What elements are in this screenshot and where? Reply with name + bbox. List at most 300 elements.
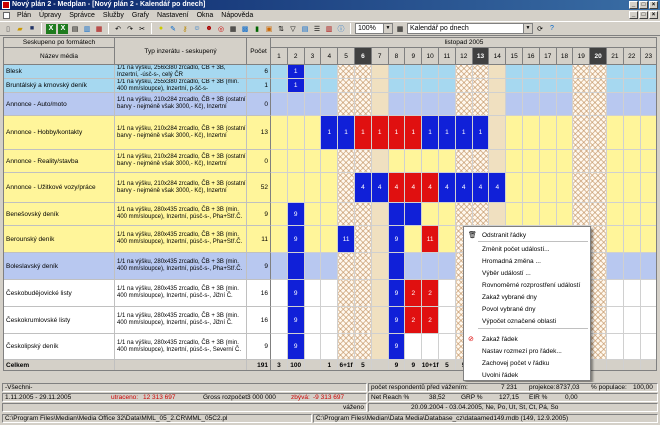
day-cell[interactable]: 1 xyxy=(338,116,355,150)
day-cell[interactable]: 4 xyxy=(389,173,406,203)
media-name[interactable]: Blesk xyxy=(4,65,115,79)
day-cell[interactable] xyxy=(321,226,338,253)
day-cell[interactable] xyxy=(489,79,506,93)
day-cell[interactable] xyxy=(338,65,355,79)
day-cell[interactable]: 4 xyxy=(422,173,439,203)
day-cell[interactable] xyxy=(473,150,490,173)
day-cell[interactable]: 4 xyxy=(456,173,473,203)
day-cell[interactable] xyxy=(456,65,473,79)
image-icon[interactable]: ▣ xyxy=(265,25,273,33)
context-menu-item[interactable] xyxy=(464,304,590,315)
day-cell[interactable] xyxy=(405,226,422,253)
row-count[interactable]: 9 xyxy=(247,253,271,280)
menu-services[interactable]: Služby xyxy=(102,12,124,19)
menu-edit[interactable]: Úpravy xyxy=(39,12,62,19)
row-count[interactable]: 16 xyxy=(247,307,271,334)
media-name[interactable]: Boleslavský deník xyxy=(4,253,115,280)
day-cell[interactable] xyxy=(523,79,540,93)
day-cell[interactable] xyxy=(607,79,624,93)
day-cell[interactable] xyxy=(321,173,338,203)
day-cell[interactable] xyxy=(405,93,422,116)
day-cell[interactable] xyxy=(422,93,439,116)
day-cell[interactable] xyxy=(338,93,355,116)
day-cell[interactable] xyxy=(523,203,540,226)
day-cell[interactable] xyxy=(523,116,540,150)
day-header[interactable]: 2 xyxy=(288,48,305,65)
info-icon[interactable]: ⓘ xyxy=(337,25,345,33)
day-cell[interactable] xyxy=(624,93,641,116)
day-cell[interactable] xyxy=(338,79,355,93)
close-button[interactable]: × xyxy=(649,1,658,9)
day-cell[interactable] xyxy=(641,226,657,253)
day-cell[interactable]: 9 xyxy=(288,226,305,253)
day-cell[interactable] xyxy=(271,93,288,116)
document-icon[interactable] xyxy=(3,12,10,19)
day-cell[interactable] xyxy=(624,116,641,150)
media-name[interactable]: Annonce - Auto/moto xyxy=(4,93,115,116)
day-cell[interactable] xyxy=(372,65,389,79)
day-cell[interactable] xyxy=(305,226,322,253)
day-cell[interactable] xyxy=(321,65,338,79)
report-icon[interactable]: ▤ xyxy=(301,25,309,33)
day-cell[interactable]: 4 xyxy=(405,173,422,203)
day-cell[interactable] xyxy=(557,173,574,203)
day-cell[interactable]: 1 xyxy=(321,116,338,150)
day-cell[interactable] xyxy=(506,173,523,203)
day-cell[interactable] xyxy=(355,334,372,360)
day-cell[interactable] xyxy=(456,93,473,116)
day-cell[interactable]: 11 xyxy=(422,226,439,253)
day-cell[interactable] xyxy=(573,150,590,173)
day-cell[interactable] xyxy=(557,93,574,116)
day-cell[interactable] xyxy=(321,253,338,280)
day-cell[interactable]: 9 xyxy=(288,334,305,360)
context-menu-item[interactable] xyxy=(464,370,590,381)
day-cell[interactable] xyxy=(321,334,338,360)
day-header[interactable]: 18 xyxy=(557,48,574,65)
day-cell[interactable] xyxy=(372,253,389,280)
table-icon[interactable]: ▦ xyxy=(229,25,237,33)
day-cell[interactable] xyxy=(439,150,456,173)
ad-type[interactable]: 1/1 na výšku, 210x284 zrcadlo, ČB + 3B (ostatní barvy - nejméně však 3000,- Kč), Inzertní xyxy=(115,116,247,150)
row-count[interactable]: 16 xyxy=(247,280,271,307)
day-cell[interactable] xyxy=(372,280,389,307)
context-menu-item[interactable] xyxy=(464,316,590,327)
day-cell[interactable] xyxy=(540,79,557,93)
row-count[interactable]: 9 xyxy=(247,203,271,226)
excel-icon[interactable]: X xyxy=(46,24,56,34)
day-cell[interactable] xyxy=(405,334,422,360)
day-cell[interactable] xyxy=(506,116,523,150)
day-cell[interactable] xyxy=(590,116,607,150)
day-header[interactable]: 1 xyxy=(271,48,288,65)
chevron-down-icon[interactable]: ▼ xyxy=(523,24,532,33)
day-cell[interactable] xyxy=(288,173,305,203)
day-cell[interactable] xyxy=(321,79,338,93)
day-cell[interactable] xyxy=(489,93,506,116)
day-cell[interactable]: 4 xyxy=(355,173,372,203)
ad-type[interactable]: 1/1 na výšku, 210x284 zrcadlo, ČB + 3B (ostatní barvy - nejméně však 3000,- Kč), Inzertní xyxy=(115,93,247,116)
day-cell[interactable] xyxy=(271,203,288,226)
day-cell[interactable]: 2 xyxy=(422,280,439,307)
day-cell[interactable] xyxy=(557,79,574,93)
day-cell[interactable] xyxy=(372,203,389,226)
row-count[interactable]: 0 xyxy=(247,93,271,116)
day-header[interactable]: 15 xyxy=(506,48,523,65)
day-cell[interactable] xyxy=(305,116,322,150)
day-cell[interactable] xyxy=(439,226,456,253)
mdi-minimize-button[interactable]: _ xyxy=(629,11,638,19)
day-cell[interactable]: 1 xyxy=(439,116,456,150)
day-cell[interactable] xyxy=(641,150,657,173)
day-cell[interactable] xyxy=(573,79,590,93)
row-count[interactable]: 9 xyxy=(247,334,271,360)
col-count-header[interactable]: Počet xyxy=(247,38,271,65)
day-cell[interactable] xyxy=(439,65,456,79)
day-cell[interactable] xyxy=(389,79,406,93)
day-cell[interactable] xyxy=(506,150,523,173)
day-cell[interactable] xyxy=(641,65,657,79)
day-cell[interactable] xyxy=(523,173,540,203)
day-cell[interactable] xyxy=(271,253,288,280)
day-cell[interactable] xyxy=(355,203,372,226)
context-menu-item[interactable] xyxy=(464,358,590,369)
cut-icon[interactable]: ✂ xyxy=(139,25,145,33)
day-header[interactable]: 16 xyxy=(523,48,540,65)
lightbulb-icon[interactable]: ● xyxy=(158,25,164,32)
list-icon[interactable]: ☰ xyxy=(313,25,321,33)
day-cell[interactable] xyxy=(321,203,338,226)
day-cell[interactable] xyxy=(641,79,657,93)
day-header[interactable]: 19 xyxy=(573,48,590,65)
media-name[interactable]: Annonce - Hobby/kontakty xyxy=(4,116,115,150)
day-cell[interactable] xyxy=(573,203,590,226)
day-cell[interactable] xyxy=(590,173,607,203)
day-cell[interactable] xyxy=(288,93,305,116)
day-cell[interactable]: 1 xyxy=(422,116,439,150)
day-cell[interactable] xyxy=(405,65,422,79)
pen-icon[interactable]: ✎ xyxy=(170,25,176,33)
day-cell[interactable] xyxy=(271,150,288,173)
day-cell[interactable] xyxy=(624,226,641,253)
day-header[interactable]: 17 xyxy=(540,48,557,65)
day-cell[interactable] xyxy=(473,203,490,226)
day-cell[interactable] xyxy=(288,150,305,173)
day-cell[interactable] xyxy=(540,116,557,150)
day-cell[interactable] xyxy=(557,150,574,173)
day-cell[interactable] xyxy=(540,93,557,116)
chart-icon[interactable]: ▥ xyxy=(83,25,91,33)
day-cell[interactable] xyxy=(372,93,389,116)
row-count[interactable]: 52 xyxy=(247,173,271,203)
day-cell[interactable]: 4 xyxy=(439,173,456,203)
day-cell[interactable] xyxy=(473,93,490,116)
media-name[interactable]: Berounský deník xyxy=(4,226,115,253)
day-cell[interactable] xyxy=(590,93,607,116)
day-cell[interactable] xyxy=(624,307,641,334)
people-group-icon[interactable]: ☻ xyxy=(205,25,213,32)
day-cell[interactable] xyxy=(338,253,355,280)
day-cell[interactable] xyxy=(405,203,422,226)
day-cell[interactable] xyxy=(641,307,657,334)
day-cell[interactable] xyxy=(338,173,355,203)
day-cell[interactable] xyxy=(288,253,305,280)
day-cell[interactable] xyxy=(641,334,657,360)
day-cell[interactable] xyxy=(422,65,439,79)
media-name[interactable]: Annonce - Reality/stavba xyxy=(4,150,115,173)
day-cell[interactable] xyxy=(321,93,338,116)
excel-export-icon[interactable]: X xyxy=(58,24,68,34)
day-cell[interactable] xyxy=(641,203,657,226)
view-select[interactable] xyxy=(407,23,533,34)
day-cell[interactable] xyxy=(624,150,641,173)
open-icon[interactable]: ▰ xyxy=(17,25,23,33)
day-cell[interactable] xyxy=(439,79,456,93)
day-cell[interactable] xyxy=(355,226,372,253)
day-cell[interactable] xyxy=(573,116,590,150)
day-cell[interactable] xyxy=(456,79,473,93)
day-cell[interactable] xyxy=(624,173,641,203)
day-cell[interactable] xyxy=(338,280,355,307)
day-cell[interactable] xyxy=(305,334,322,360)
day-cell[interactable] xyxy=(389,93,406,116)
day-cell[interactable] xyxy=(305,150,322,173)
day-cell[interactable] xyxy=(305,65,322,79)
day-cell[interactable] xyxy=(624,280,641,307)
stats-icon[interactable]: ▥ xyxy=(325,25,333,33)
day-cell[interactable] xyxy=(321,150,338,173)
day-header[interactable]: 13 xyxy=(473,48,490,65)
day-cell[interactable] xyxy=(624,334,641,360)
day-cell[interactable] xyxy=(489,150,506,173)
day-cell[interactable] xyxy=(523,65,540,79)
day-header[interactable]: 6 xyxy=(355,48,372,65)
day-cell[interactable] xyxy=(405,79,422,93)
day-cell[interactable] xyxy=(439,253,456,280)
day-header[interactable]: 5 xyxy=(338,48,355,65)
day-cell[interactable] xyxy=(557,65,574,79)
day-cell[interactable] xyxy=(540,65,557,79)
day-cell[interactable] xyxy=(607,280,624,307)
day-cell[interactable] xyxy=(607,173,624,203)
day-cell[interactable]: 2 xyxy=(405,307,422,334)
media-name[interactable]: Českokrumlovské listy xyxy=(4,307,115,334)
day-cell[interactable] xyxy=(607,203,624,226)
day-cell[interactable] xyxy=(338,307,355,334)
day-header[interactable]: 22 xyxy=(624,48,641,65)
day-cell[interactable] xyxy=(355,253,372,280)
col-media-header[interactable]: Název média xyxy=(4,48,115,65)
day-cell[interactable] xyxy=(355,280,372,307)
day-header[interactable]: 9 xyxy=(405,48,422,65)
day-cell[interactable] xyxy=(372,150,389,173)
day-cell[interactable] xyxy=(305,173,322,203)
day-cell[interactable] xyxy=(422,253,439,280)
ad-type[interactable]: 1/1 na výšku, 280x435 zrcadlo, ČB + 3B (min. 400 mm/sloupce), Inzertní, púsč-s-, Jižní Č. xyxy=(115,307,247,334)
day-header[interactable]: 7 xyxy=(372,48,389,65)
help-icon[interactable]: ? xyxy=(550,25,554,32)
context-menu-item[interactable] xyxy=(464,280,590,291)
day-cell[interactable] xyxy=(590,253,607,280)
filter-icon[interactable]: ▽ xyxy=(290,25,296,33)
context-menu-item[interactable] xyxy=(464,244,590,255)
day-cell[interactable] xyxy=(305,93,322,116)
day-cell[interactable] xyxy=(641,253,657,280)
day-cell[interactable] xyxy=(422,150,439,173)
menu-windows[interactable]: Okna xyxy=(196,12,214,19)
day-cell[interactable] xyxy=(624,65,641,79)
day-header[interactable]: 4 xyxy=(321,48,338,65)
day-cell[interactable] xyxy=(590,79,607,93)
ad-type[interactable]: 1/1 na výšku, 210x284 zrcadlo, ČB + 3B (ostatní barvy - nejméně však 3000,- Kč), Inzertní xyxy=(115,150,247,173)
day-cell[interactable] xyxy=(641,93,657,116)
day-cell[interactable]: 1 xyxy=(473,116,490,150)
row-count[interactable]: 11 xyxy=(247,226,271,253)
day-cell[interactable]: 9 xyxy=(288,280,305,307)
day-cell[interactable] xyxy=(573,173,590,203)
ad-type[interactable]: 1/1 na výšku, 280x435 zrcadlo, ČB + 3B (min. 400 mm/sloupce), Inzertní, púsč-s-, Pha+Stř.Č. xyxy=(115,203,247,226)
day-cell[interactable] xyxy=(338,150,355,173)
day-cell[interactable] xyxy=(523,93,540,116)
day-cell[interactable]: 1 xyxy=(405,116,422,150)
grid-icon[interactable]: ▩ xyxy=(241,25,249,33)
mdi-close-button[interactable]: × xyxy=(649,11,658,19)
day-cell[interactable] xyxy=(590,150,607,173)
day-cell[interactable] xyxy=(422,203,439,226)
menu-settings[interactable]: Nastavení xyxy=(157,12,189,19)
day-cell[interactable] xyxy=(607,334,624,360)
day-cell[interactable]: 1 xyxy=(372,116,389,150)
day-cell[interactable] xyxy=(389,203,406,226)
day-cell[interactable] xyxy=(271,173,288,203)
day-cell[interactable] xyxy=(506,93,523,116)
day-cell[interactable] xyxy=(405,253,422,280)
day-cell[interactable] xyxy=(607,93,624,116)
day-cell[interactable] xyxy=(624,253,641,280)
day-header[interactable]: 21 xyxy=(607,48,624,65)
day-cell[interactable] xyxy=(305,280,322,307)
day-cell[interactable] xyxy=(590,65,607,79)
media-name[interactable]: Českobudějovické listy xyxy=(4,280,115,307)
media-name[interactable]: Annonce - Užitkové vozy/práce xyxy=(4,173,115,203)
row-count[interactable]: 0 xyxy=(247,150,271,173)
day-cell[interactable]: 9 xyxy=(389,226,406,253)
redo-icon[interactable]: ↷ xyxy=(127,25,133,33)
day-cell[interactable] xyxy=(338,334,355,360)
row-count[interactable]: 13 xyxy=(247,116,271,150)
menu-charts[interactable]: Grafy xyxy=(131,12,150,19)
context-menu-item[interactable] xyxy=(464,292,590,303)
target-icon[interactable]: ◎ xyxy=(217,25,225,33)
ad-type[interactable]: 1/1 na výšku, 210x284 zrcadlo, ČB + 3B (ostatní barvy - nejméně však 3000,- Kč), Inzertní xyxy=(115,173,247,203)
day-cell[interactable] xyxy=(321,307,338,334)
day-cell[interactable]: 1 xyxy=(288,65,305,79)
day-cell[interactable] xyxy=(321,280,338,307)
day-cell[interactable] xyxy=(288,116,305,150)
day-cell[interactable] xyxy=(473,79,490,93)
day-cell[interactable] xyxy=(271,65,288,79)
day-cell[interactable] xyxy=(590,226,607,253)
ad-type[interactable]: 1/1 na výšku, 280x435 zrcadlo, ČB + 3B (min. 400 mm/sloupce), Inzertní, púsč-s-, Jižní Č. xyxy=(115,280,247,307)
row-count[interactable]: 6 xyxy=(247,65,271,79)
ad-type[interactable]: 1/1 na výšku, 280x435 zrcadlo, ČB + 3B (min. 400 mm/sloupce), Inzertní, púsč-s-, Pha+Stř.Č. xyxy=(115,253,247,280)
media-name[interactable]: Bruntálský a krnovský deník xyxy=(4,79,115,93)
undo-icon[interactable]: ↶ xyxy=(115,25,121,33)
day-cell[interactable]: 9 xyxy=(389,280,406,307)
refresh-icon[interactable]: ⟳ xyxy=(537,25,543,33)
day-cell[interactable] xyxy=(355,307,372,334)
day-cell[interactable]: 1 xyxy=(355,116,372,150)
day-cell[interactable] xyxy=(389,65,406,79)
day-cell[interactable] xyxy=(372,79,389,93)
day-cell[interactable]: 4 xyxy=(473,173,490,203)
day-cell[interactable] xyxy=(355,150,372,173)
calendar-icon[interactable]: ▦ xyxy=(95,25,103,33)
row-count[interactable]: 1 xyxy=(247,79,271,93)
context-menu-item[interactable] xyxy=(464,334,590,345)
day-cell[interactable] xyxy=(607,150,624,173)
day-cell[interactable]: 9 xyxy=(288,307,305,334)
bars-icon[interactable]: ▮ xyxy=(255,25,259,33)
day-cell[interactable]: 1 xyxy=(288,79,305,93)
ad-type[interactable]: 1/1 na výšku, 256x380 zrcadlo, ČB + 3B, Inzertní, -úsč-s-, celý ČR xyxy=(115,65,247,79)
day-cell[interactable] xyxy=(439,203,456,226)
day-cell[interactable] xyxy=(271,334,288,360)
day-cell[interactable] xyxy=(271,307,288,334)
day-cell[interactable] xyxy=(439,280,456,307)
day-cell[interactable] xyxy=(540,203,557,226)
day-cell[interactable] xyxy=(590,280,607,307)
context-menu-item[interactable] xyxy=(464,256,590,267)
chevron-down-icon[interactable]: ▼ xyxy=(383,24,392,33)
day-header[interactable]: 8 xyxy=(389,48,406,65)
day-cell[interactable]: 9 xyxy=(288,203,305,226)
day-header[interactable]: 14 xyxy=(489,48,506,65)
day-cell[interactable] xyxy=(489,116,506,150)
day-cell[interactable] xyxy=(489,65,506,79)
day-cell[interactable]: 9 xyxy=(389,334,406,360)
day-cell[interactable] xyxy=(573,93,590,116)
day-cell[interactable] xyxy=(506,65,523,79)
day-cell[interactable] xyxy=(456,203,473,226)
media-name[interactable]: Českolipský deník xyxy=(4,334,115,360)
day-cell[interactable] xyxy=(305,253,322,280)
day-cell[interactable] xyxy=(422,334,439,360)
day-header[interactable]: 23 xyxy=(641,48,657,65)
title-bar[interactable] xyxy=(0,0,660,10)
menu-plan[interactable]: Plán xyxy=(17,12,32,19)
day-cell[interactable] xyxy=(338,203,355,226)
day-cell[interactable] xyxy=(271,280,288,307)
key-icon[interactable]: ⚷ xyxy=(182,25,188,33)
day-cell[interactable]: 1 xyxy=(456,116,473,150)
menu-manager[interactable]: Správce xyxy=(69,12,95,19)
day-cell[interactable] xyxy=(372,307,389,334)
day-cell[interactable] xyxy=(523,150,540,173)
minimize-button[interactable]: _ xyxy=(629,1,638,9)
day-cell[interactable] xyxy=(355,79,372,93)
day-cell[interactable]: 2 xyxy=(405,280,422,307)
new-icon[interactable]: ▯ xyxy=(6,25,10,33)
day-cell[interactable] xyxy=(439,93,456,116)
col-type-header[interactable]: Typ inzerátu - seskupený xyxy=(115,38,247,65)
day-cell[interactable] xyxy=(607,116,624,150)
day-cell[interactable] xyxy=(557,116,574,150)
day-cell[interactable] xyxy=(506,79,523,93)
day-cell[interactable] xyxy=(305,307,322,334)
view-grid-icon[interactable]: ▦ xyxy=(396,25,404,33)
day-cell[interactable]: 11 xyxy=(338,226,355,253)
